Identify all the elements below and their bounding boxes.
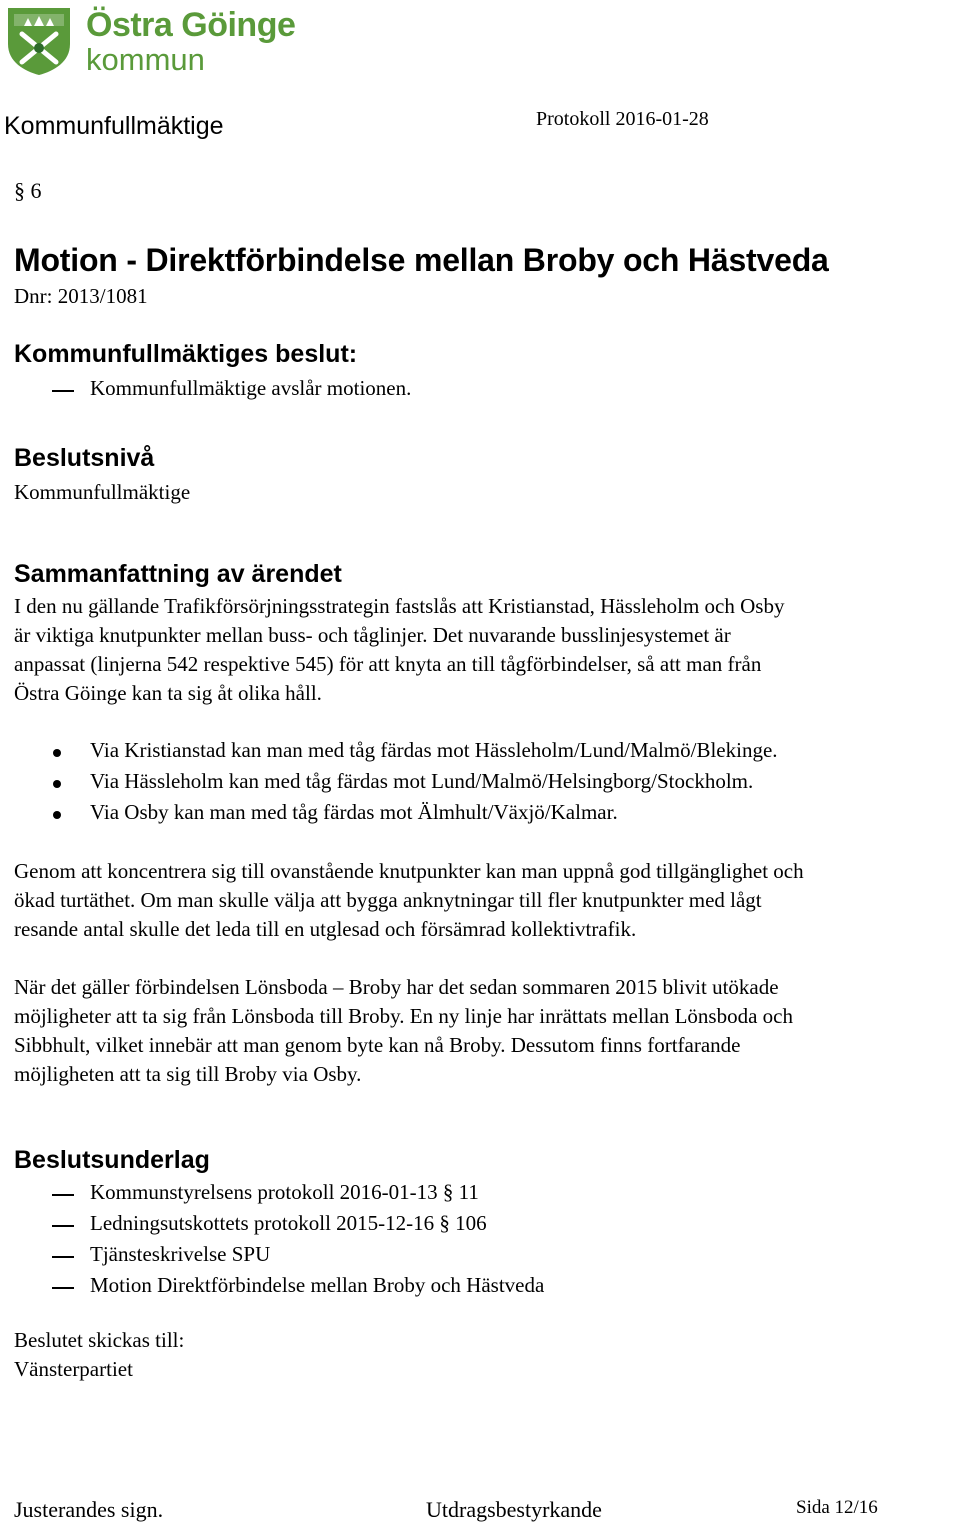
coat-of-arms-icon — [4, 4, 74, 76]
dash-bullet-icon — [52, 1256, 74, 1258]
page-number: Sida 12/16 — [796, 1497, 878, 1518]
list-item-text: Via Hässleholm kan med tåg färdas mot Lund/Malmö/Helsingborg/Stockholm. — [90, 769, 754, 793]
summary-heading: Sammanfattning av ärendet — [14, 560, 342, 588]
summary-para1-line: Östra Göinge kan ta sig åt olika håll. — [14, 681, 322, 705]
diary-number: Dnr: 2013/1081 — [14, 284, 148, 308]
logo-subtitle: kommun — [86, 42, 205, 77]
section-number: § 6 — [14, 178, 42, 203]
logo-name: Östra Göinge — [86, 6, 296, 44]
summary-para1-line: anpassat (linjerna 542 respektive 545) för att knyta an till tågförbindelser, så att man från — [14, 652, 762, 676]
basis-item-text: Motion Direktförbindelse mellan Broby och Hästveda — [90, 1273, 545, 1297]
level-heading: Beslutsnivå — [14, 444, 155, 472]
summary-para2-line: resande antal skulle det leda till en utglesad och försämrad kollektivtrafik. — [14, 917, 637, 941]
bullet-icon — [53, 749, 61, 757]
basis-heading: Beslutsunderlag — [14, 1146, 210, 1174]
decision-item-text: Kommunfullmäktige avslår motionen. — [90, 376, 412, 400]
level-value: Kommunfullmäktige — [14, 480, 191, 504]
summary-para2-line: ökad turtäthet. Om man skulle välja att bygga anknytningar till fler knutpunkter med lågt — [14, 888, 762, 912]
basis-item-text: Kommunstyrelsens protokoll 2016-01-13 § 11 — [90, 1180, 479, 1204]
dash-bullet-icon — [52, 390, 74, 392]
decision-heading: Kommunfullmäktiges beslut: — [14, 340, 358, 368]
summary-para1-line: är viktiga knutpunkter mellan buss- och tåglinjer. Det nuvarande busslinjesystemet är — [14, 623, 731, 647]
footer-sign-label: Justerandes sign. — [14, 1497, 164, 1522]
sent-to-label: Beslutet skickas till: — [14, 1328, 185, 1352]
summary-para1-line: I den nu gällande Trafikförsörjningsstrategin fastslås att Kristianstad, Hässleholm och Osby — [14, 594, 785, 618]
document-header-title: Kommunfullmäktige — [4, 112, 224, 140]
protocol-date: Protokoll 2016-01-28 — [536, 108, 709, 130]
list-item-text: Via Kristianstad kan man med tåg färdas mot Hässleholm/Lund/Malmö/Blekinge. — [90, 738, 778, 762]
bullet-icon — [53, 780, 61, 788]
page-title: Motion - Direktförbindelse mellan Broby och Hästveda — [14, 242, 829, 278]
footer-extract-label: Utdragsbestyrkande — [426, 1497, 602, 1522]
summary-para3-line: möjligheter att ta sig från Lönsboda till Broby. En ny linje har inrättats mellan Lönsboda och — [14, 1004, 793, 1028]
summary-para2-line: Genom att koncentrera sig till ovanstående knutpunkter kan man uppnå god tillgänglighet och — [14, 859, 804, 883]
basis-item-text: Tjänsteskrivelse SPU — [90, 1242, 271, 1266]
dash-bullet-icon — [52, 1194, 74, 1196]
dash-bullet-icon — [52, 1225, 74, 1227]
summary-para3-line: När det gäller förbindelsen Lönsboda – Broby har det sedan sommaren 2015 blivit utökade — [14, 975, 779, 999]
summary-para3-line: Sibbhult, vilket innebär att man genom byte kan nå Broby. Dessutom finns fortfarande — [14, 1033, 741, 1057]
municipality-logo — [4, 4, 304, 78]
dash-bullet-icon — [52, 1287, 74, 1289]
sent-to-recipient: Vänsterpartiet — [14, 1357, 133, 1381]
list-item-text: Via Osby kan man med tåg färdas mot Älmhult/Växjö/Kalmar. — [90, 800, 618, 824]
summary-para3-line: möjligheten att ta sig till Broby via Osby. — [14, 1062, 362, 1086]
bullet-icon — [53, 811, 61, 819]
basis-item-text: Ledningsutskottets protokoll 2015-12-16 § 106 — [90, 1211, 487, 1235]
